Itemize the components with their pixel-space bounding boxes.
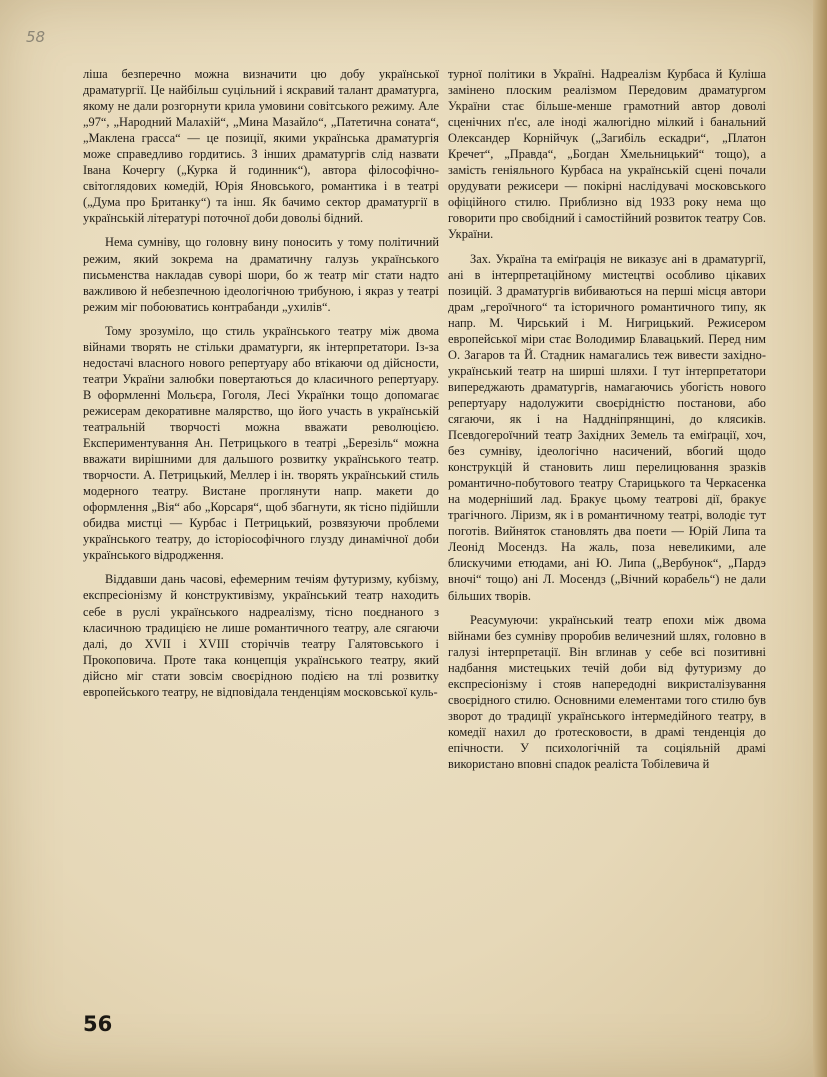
left-paragraph-3: Тому зрозуміло, що стиль українського театру між двома війнами творять не стільки драматурги, як інтерпретатори. Із-за недостачі власного нового репертуару або втікаючи од дійсности, театри України залюбки повертаються до класичного репертуару. В оформленні Мольєра, Гоголя, Лесі Українки тощо допомагає режисерам декоративне малярство, що його участь в українській театральній творчості можна вважати революцією. Експериментування Ан. Петрицького в театрі „Березіль“ можна вважати вирішними для дальшого розвитку українського театр. творчости. А. Петрицький, Меллер і ін. творять український стиль модерного театру. Вистане проглянути напр. макети до оформлення „Вія“ або „Корсаря“, щоб збагнути, як тісно підійшли обидва мистці — Курбас і Петрицький, розвязуючи проблеми українського театру, до історіософічного глузду динамічної доби українського відродження.: [83, 323, 439, 563]
page-number: 56: [83, 1012, 113, 1036]
left-paragraph-2: Нема сумніву, що головну вину поносить у тому політичний режим, який зокрема на драматичну галузь українського письменства накладав суворі шори, бо ж театр міг стати надто важливою й небезпечною ідеологічною трибуною, і якраз у театрі режим міг побоюватись контрабанди „ухилів“.: [83, 235, 439, 314]
right-paragraph-3: Реасумуючи: український театр епохи між двома війнами без сумніву проробив величезний шлях, головно в галузі інтерпретації. Він вглинав у себе всі позитивні надбання мистецьких течій доби від футуризму до експресіонізму і стояв напередодні викристалізування своєрідного стилю. Основними елементами того стилю був зворот до традиції українського інтермедійного театру, в комедії нахил до ґротесковости, в драмі тенденція до епічности. У психологічній та соціяльній драмі використано вповні спадок реаліста Тобілевича й: [448, 612, 766, 771]
right-text-column: [448, 66, 766, 780]
left-paragraph-1: ліша безперечно можна визначити цю добу української драматургії. Це найбільш суцільний і яскравий талант драматурга, якому не дали розгорнути крила умовини совітського режиму. Але „97“, „Народний Малахій“, „Мина Мазайло“, „Патетична соната“, „Маклена грасса“ — це позиції, якими українська драматургія може справедливо гордитись. З інших драматургів слід назвати Івана Кочергу („Курка й годинник“), автора філософічно-світоглядових комедій, Юрія Яновського, романтика і в театрі („Дума про Британку“) та інш. Як бачимо сектор драматургії в українській літературі поточної доби довольі бідний.: [83, 67, 439, 226]
left-text-column: [83, 66, 439, 708]
page-edge-shadow: [813, 0, 827, 1077]
left-paragraph-4: Віддавши дань часові, ефемерним течіям футуризму, кубізму, експресіонізму й конструктивізму, український театр находить себе в руслі українського надреалізму, тісно поєднаного з класичною традицією не лише романтичного театру, але сягаючи далі, до XVII і XVIII сторіччів театру Галятовського і Прокоповича. Проте така концепція українського театру, який дійсно міг стати зовсім своєрідною подією на тлі розвитку европейського театру, не відповідала тенденціям московської куль-: [83, 572, 439, 699]
right-paragraph-1: турної політики в Україні. Надреалізм Курбаса й Куліша замінено плоским реалізмом Передовим драматургом України стає більше-менше грамотний автор доволі сценічних п'єс, але іноді жалюгідно мілкий і банальний Олександер Корнійчук („Загибіль ескадри“, „Платон Кречет“, „Правда“, „Богдан Хмельницький“ тощо), а замість геніяльного Курбаса на українській сцені почали орудувати режисери — покірні наслідувачі московського офіційного стилю. Приблизно від 1933 року нема що говорити про свобідний і самостійний розвиток театру Сов. України.: [448, 67, 766, 242]
pencil-corner-mark: 58: [26, 28, 46, 46]
right-paragraph-2: Зах. Україна та еміґрація не виказує ані в драматургії, ані в інтерпретаційному мистецтві особливо цікавих позицій. З драматургів вибиваються на перші місця автори драм „героїчного“ та історичного романтичного типу, як напр. М. Чирський і М. Нигрицький. Режисером европейської міри стає Володимир Блавацький. Перед ним О. Загаров та Й. Стадник намагались теж вивести західно-український театр на ширші шляхи. І тут інтерпретатори випереджають драматургів, намагаючись убогість нового репертуару надолужити своєрідністю постанови, або сягаючи, як і на Наддніпрянщині, до клясиків. Псевдогероїчний театр Західних Земель та еміґрації, хоч, без сумніву, ідеологічно насичений, вбогий щодо конструкцій й становить лиш перелицювання зразків романтично-побутового театру Старицького та Черкасенка на модерніший лад. Бракує цьому театрові дії, бракує трагічного. Ліризм, як і в романтичному театрі, володіє тут поготів. Вийняток становлять два поети — Юрій Липа та Леонід Мосендз. На жаль, поза невеликими, але блискучими етюдами, ані Ю. Липа („Вербунок“, „Пардэ вночі“ тощо) ані Л. Мосендз („Вічний корабель“) не дали більших творів.: [448, 251, 766, 603]
